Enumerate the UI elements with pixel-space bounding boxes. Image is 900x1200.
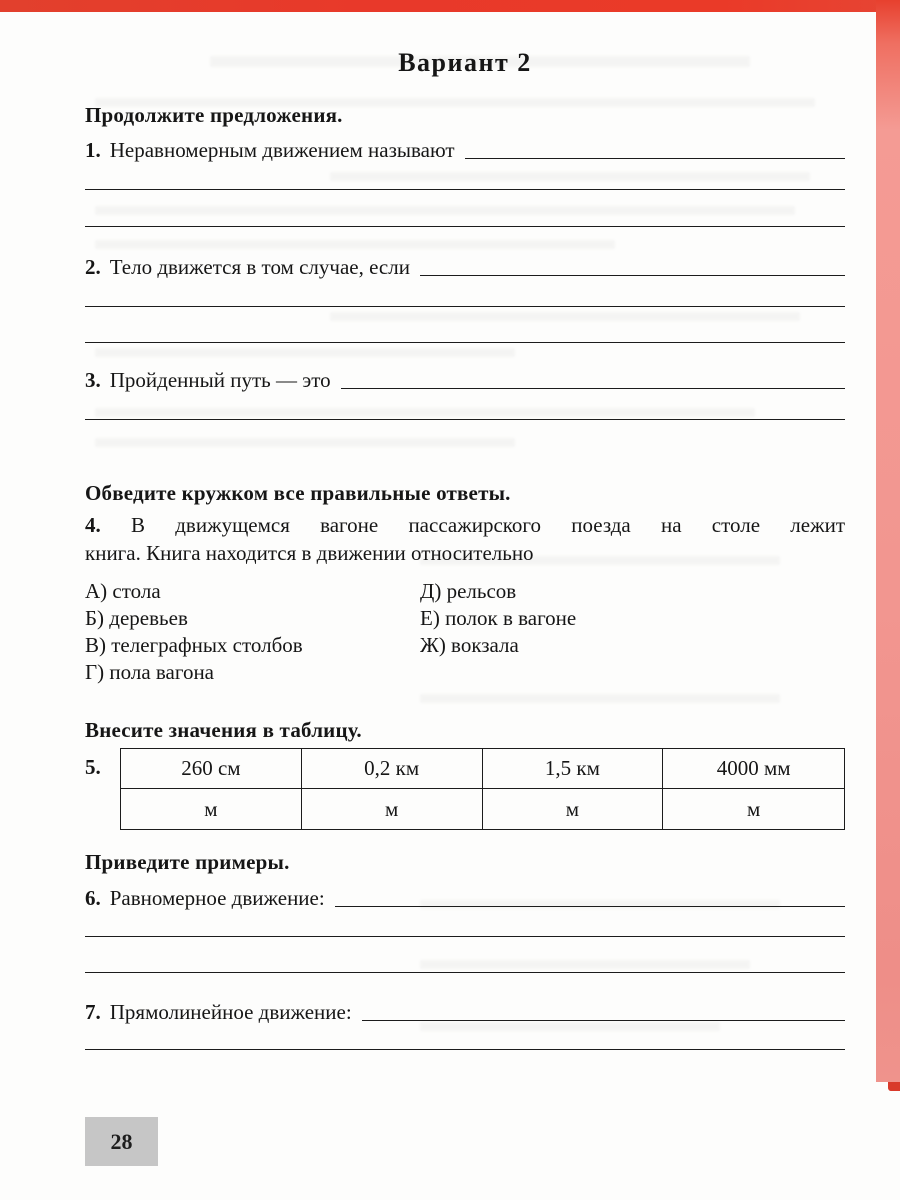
section-heading-continue: Продолжите предложения.	[85, 103, 343, 127]
option-a[interactable]: А) стола	[85, 579, 161, 603]
bleedthrough	[95, 348, 515, 357]
question-text: Пройденный путь — это	[109, 368, 331, 392]
answer-line[interactable]	[362, 999, 845, 1021]
answer-line[interactable]	[465, 137, 845, 159]
answer-options	[85, 579, 705, 687]
write-line[interactable]	[85, 226, 845, 227]
question-3	[85, 367, 845, 394]
question-text: Прямолинейное движение:	[109, 1000, 352, 1024]
bleedthrough	[95, 240, 615, 249]
question-4-line2: книга. Книга находится в движении относительно	[85, 541, 534, 565]
book-edge-mark	[888, 1082, 900, 1091]
table-value-cell: 0,2 км	[302, 749, 483, 789]
answer-line[interactable]	[341, 367, 845, 389]
question-number: 5.	[85, 755, 101, 779]
table-unit-cell[interactable]: м	[483, 789, 664, 829]
conversion-table	[120, 748, 845, 830]
table-value-cell: 4000 мм	[663, 749, 844, 789]
question-number: 6.	[85, 886, 101, 910]
question-number: 2.	[85, 255, 101, 279]
question-7	[85, 999, 845, 1026]
table-unit-cell[interactable]: м	[302, 789, 483, 829]
question-text: Неравномерным движением называют	[109, 138, 455, 162]
bleedthrough	[420, 694, 780, 703]
write-line[interactable]	[85, 1049, 845, 1050]
question-2	[85, 254, 845, 281]
section-heading-circle: Обведите кружком все правильные ответы.	[85, 481, 511, 505]
question-text: Равномерное движение:	[109, 886, 325, 910]
section-heading-table: Внесите значения в таблицу.	[85, 718, 362, 742]
write-line[interactable]	[85, 306, 845, 307]
bleedthrough	[95, 438, 515, 447]
question-number: 7.	[85, 1000, 101, 1024]
option-v[interactable]: В) телеграфных столбов	[85, 633, 303, 657]
book-edge-top	[0, 0, 900, 12]
answer-line[interactable]	[420, 254, 845, 276]
write-line[interactable]	[85, 342, 845, 343]
bleedthrough	[420, 960, 750, 969]
option-d[interactable]: Д) рельсов	[420, 579, 517, 603]
bleedthrough	[95, 206, 795, 215]
write-line[interactable]	[85, 189, 845, 190]
option-g[interactable]: Г) пола вагона	[85, 660, 215, 684]
table-value-cell: 260 см	[121, 749, 302, 789]
page-title: Вариант 2	[398, 48, 532, 77]
book-edge-right	[876, 0, 900, 1082]
question-4-line1	[85, 512, 845, 539]
question-text: В движущемся вагоне пассажирского поезда на столе лежит	[131, 513, 845, 537]
option-e[interactable]: Е) полок в вагоне	[420, 606, 577, 630]
bleedthrough	[330, 172, 810, 181]
table-unit-cell[interactable]: м	[746, 796, 761, 821]
answer-line[interactable]	[335, 885, 845, 907]
section-heading-examples: Приведите примеры.	[85, 850, 290, 874]
option-b[interactable]: Б) деревьев	[85, 606, 188, 630]
question-number: 4.	[85, 513, 101, 537]
bleedthrough	[330, 312, 800, 321]
write-line[interactable]	[85, 419, 845, 420]
question-6	[85, 885, 845, 912]
page-number-badge	[85, 1117, 158, 1166]
page-number: 28	[110, 1128, 133, 1154]
option-zh[interactable]: Ж) вокзала	[420, 633, 519, 657]
question-1	[85, 137, 845, 164]
question-text: Тело движется в том случае, если	[109, 255, 410, 279]
table-value-cell: 1,5 км	[483, 749, 664, 789]
write-line[interactable]	[85, 972, 845, 973]
table-unit-cell[interactable]: м	[121, 789, 302, 829]
bleedthrough	[95, 408, 755, 417]
write-line[interactable]	[85, 936, 845, 937]
question-number: 1.	[85, 138, 101, 162]
question-number: 3.	[85, 368, 101, 392]
